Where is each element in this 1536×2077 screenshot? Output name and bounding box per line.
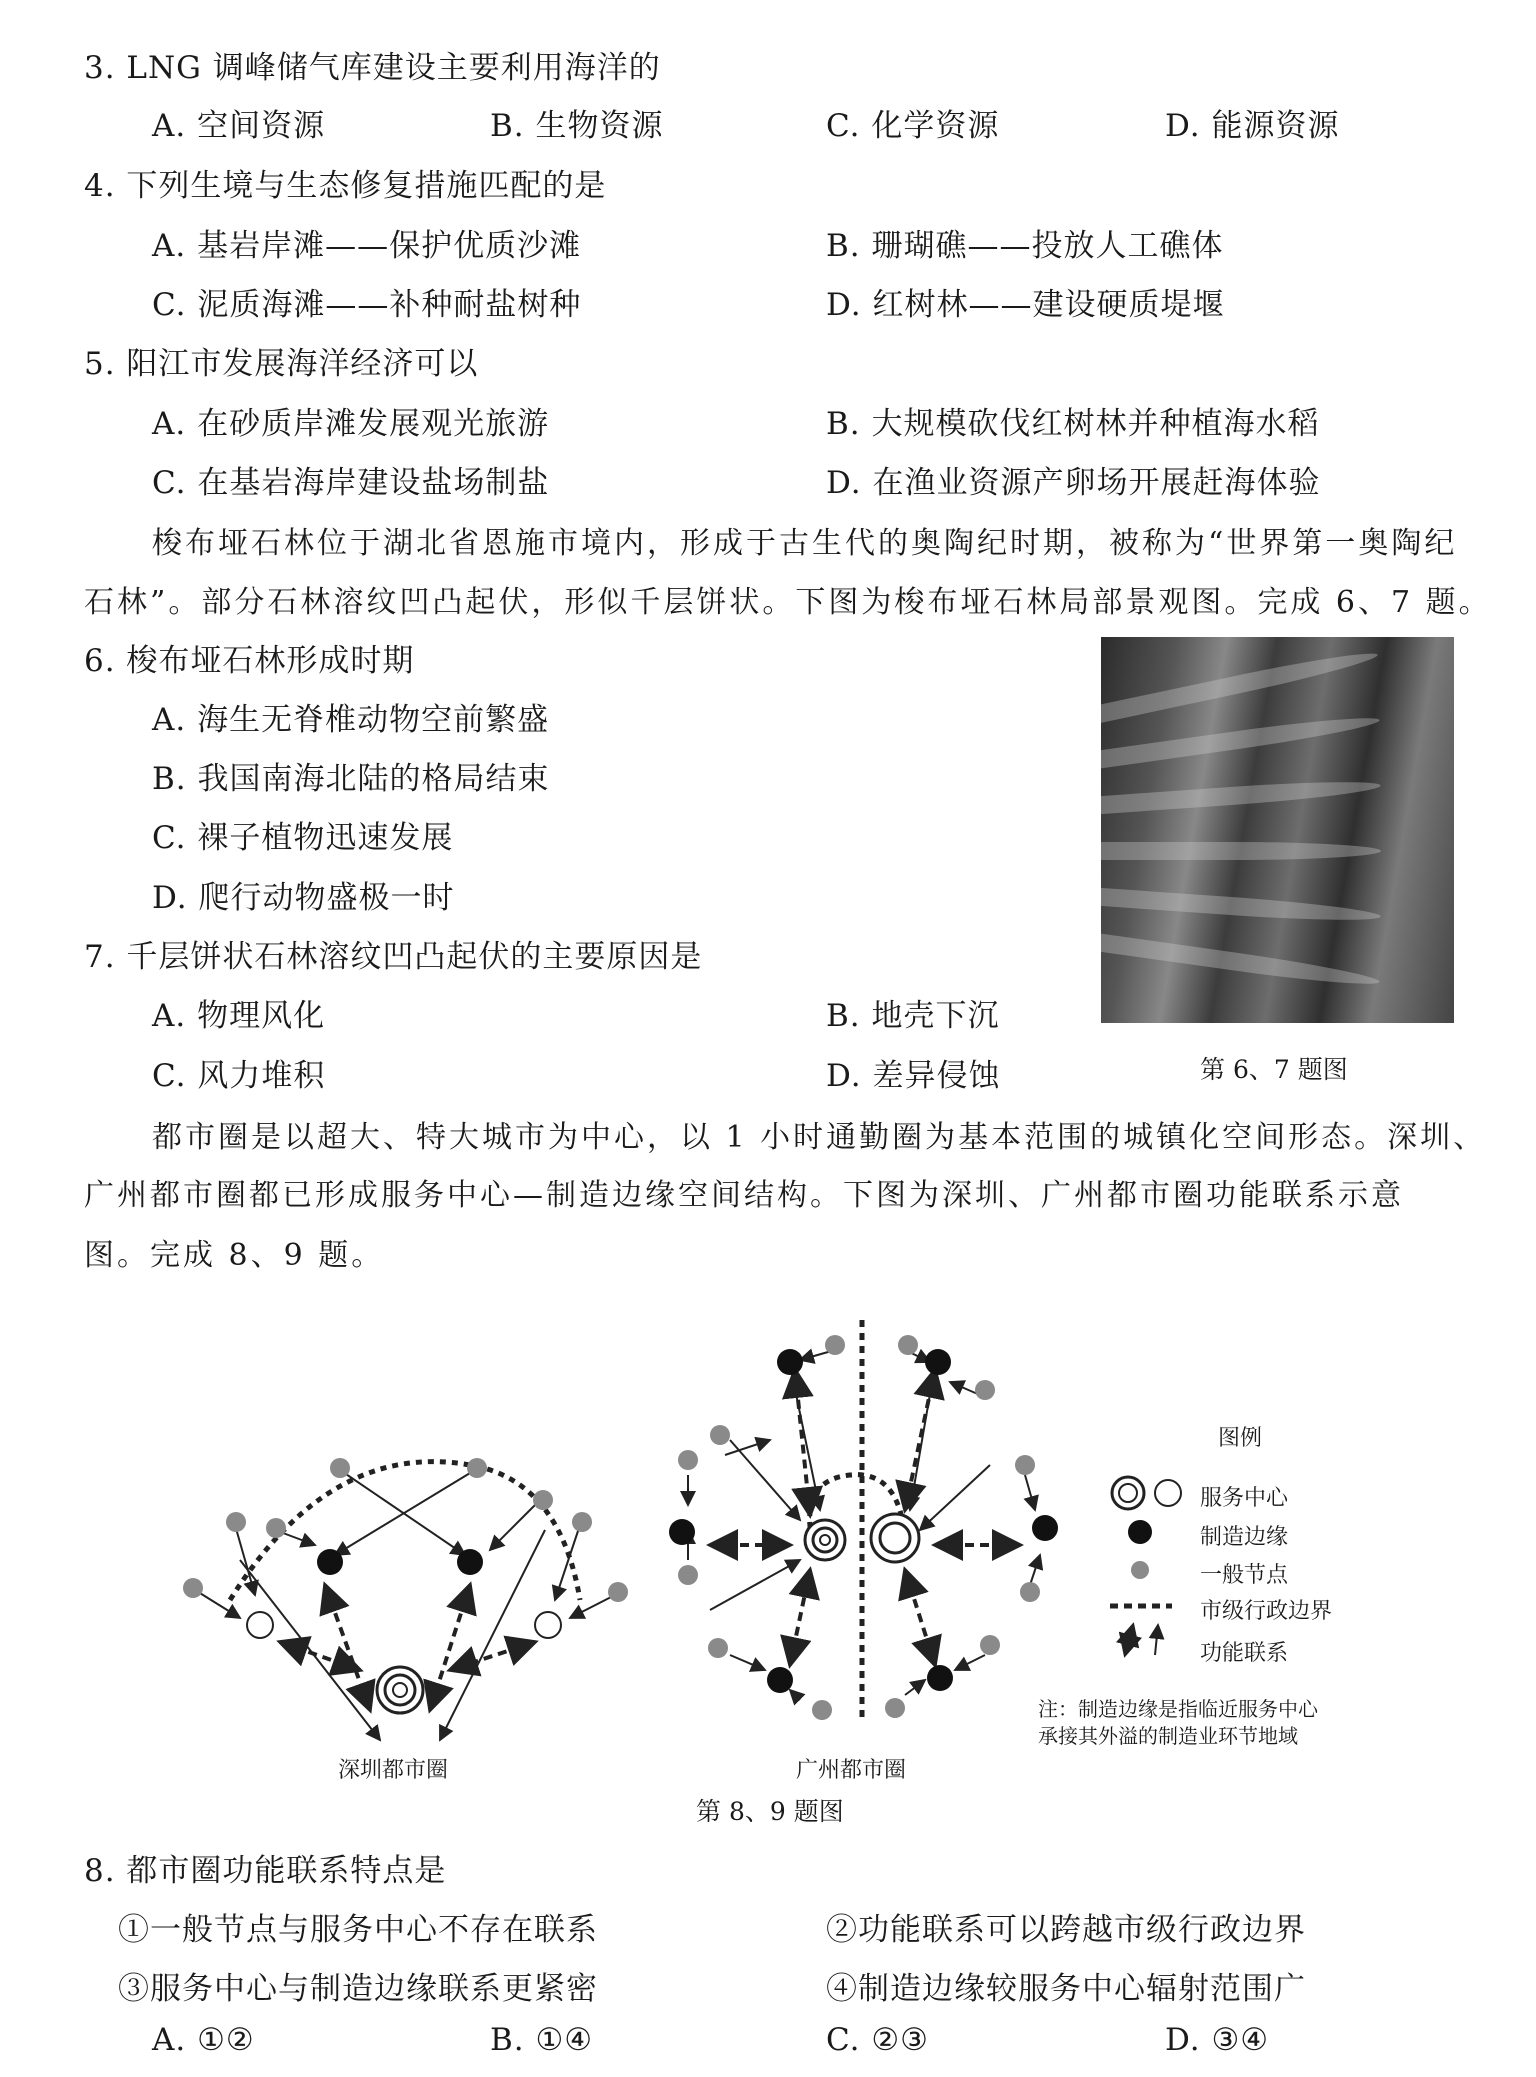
q7-stem: 7. 千层饼状石林溶纹凹凸起伏的主要原因是	[84, 939, 703, 975]
stone-forest-photo	[1101, 637, 1454, 1023]
metro-diagram	[0, 1300, 1536, 1840]
legend	[1110, 1477, 1181, 1655]
q6-option-d: D. 爬行动物盛极一时	[152, 880, 455, 916]
q4-option-d: D. 红树林——建设硬质堤堰	[826, 287, 1225, 323]
q8-stem: 8. 都市圈功能联系特点是	[84, 1853, 447, 1889]
legend-manufacturing: 制造边缘	[1200, 1525, 1289, 1550]
q6-option-a: A. 海生无脊椎动物空前繁盛	[152, 702, 550, 738]
q4-option-c: C. 泥质海滩——补种耐盐树种	[152, 287, 582, 323]
q6-stem: 6. 梭布垭石林形成时期	[84, 643, 415, 679]
q7-option-d: D. 差异侵蚀	[826, 1058, 1001, 1094]
q6-option-b: B. 我国南海北陆的格局结束	[152, 761, 550, 797]
q8-option-d: D. ③④	[1165, 2022, 1270, 2058]
diagram-note-line2: 承接其外溢的制造业环节地域	[1038, 1724, 1298, 1748]
q4-option-b: B. 珊瑚礁——投放人工礁体	[826, 228, 1224, 264]
q8-option-a: A. ①②	[152, 2022, 255, 2058]
shenzhen-diagram	[183, 1458, 628, 1740]
q5-option-b: B. 大规模砍伐红树林并种植海水稻	[826, 406, 1320, 442]
q8-statement-4: ④制造边缘较服务中心辐射范围广	[826, 1971, 1306, 2007]
shenzhen-label: 深圳都市圈	[338, 1758, 449, 1783]
diagram-note-line1: 注：制造边缘是指临近服务中心	[1038, 1697, 1318, 1721]
q5-option-d: D. 在渔业资源产卵场开展赶海体验	[826, 465, 1321, 501]
legend-node: 一般节点	[1200, 1563, 1289, 1588]
link-arrow-icon	[1125, 1625, 1133, 1655]
q5-stem: 5. 阳江市发展海洋经济可以	[84, 346, 479, 382]
q3-stem: 3. LNG 调峰储气库建设主要利用海洋的	[84, 50, 661, 86]
q7-option-c: C. 风力堆积	[152, 1058, 326, 1094]
q5-option-c: C. 在基岩海岸建设盐场制盐	[152, 465, 550, 501]
q3-option-a: A. 空间资源	[152, 108, 326, 144]
legend-service: 服务中心	[1200, 1486, 1289, 1511]
passage1-line2: 石林”。部分石林溶纹凹凸起伏，形似千层饼状。下图为梭布垭石林局部景观图。完成 6、7 题。	[84, 585, 1492, 620]
q8-option-c: C. ②③	[826, 2022, 929, 2058]
q8-statement-1: ①一般节点与服务中心不存在联系	[118, 1912, 598, 1948]
passage2-line1: 都市圈是以超大、特大城市为中心，以 1 小时通勤圈为基本范围的城镇化空间形态。深圳、	[152, 1120, 1487, 1155]
q7-option-b: B. 地壳下沉	[826, 998, 1000, 1034]
q8-statement-3: ③服务中心与制造边缘联系更紧密	[118, 1971, 598, 2007]
q3-option-c: C. 化学资源	[826, 108, 1000, 144]
node-icon	[678, 1335, 1040, 1720]
q4-stem: 4. 下列生境与生态修复措施匹配的是	[84, 168, 607, 204]
legend-boundary: 市级行政边界	[1200, 1599, 1333, 1624]
guangzhou-label: 广州都市圈	[796, 1758, 907, 1783]
q7-option-a: A. 物理风化	[152, 998, 326, 1034]
photo-caption: 第 6、7 题图	[1200, 1055, 1348, 1084]
legend-title: 图例	[1218, 1426, 1263, 1451]
legend-link: 功能联系	[1200, 1641, 1289, 1666]
passage2-line3: 图。完成 8、9 题。	[84, 1238, 385, 1273]
q3-option-b: B. 生物资源	[490, 108, 664, 144]
q5-option-a: A. 在砂质岸滩发展观光旅游	[152, 406, 550, 442]
diagram-caption: 第 8、9 题图	[696, 1797, 844, 1826]
manufacturing-edge-icon	[1128, 1520, 1152, 1544]
q8-option-b: B. ①④	[490, 2022, 594, 2058]
q4-option-a: A. 基岩岸滩——保护优质沙滩	[152, 228, 582, 264]
general-node-icon	[1131, 1561, 1149, 1579]
guangzhou-diagram	[669, 1320, 1058, 1720]
q6-option-c: C. 裸子植物迅速发展	[152, 820, 454, 856]
q3-option-d: D. 能源资源	[1165, 108, 1340, 144]
passage2-line2: 广州都市圈都已形成服务中心—制造边缘空间结构。下图为深圳、广州都市圈功能联系示意	[84, 1178, 1404, 1213]
passage1-line1: 梭布垭石林位于湖北省恩施市境内，形成于古生代的奥陶纪时期，被称为“世界第一奥陶纪	[152, 526, 1458, 561]
q8-statement-2: ②功能联系可以跨越市级行政边界	[826, 1912, 1306, 1948]
